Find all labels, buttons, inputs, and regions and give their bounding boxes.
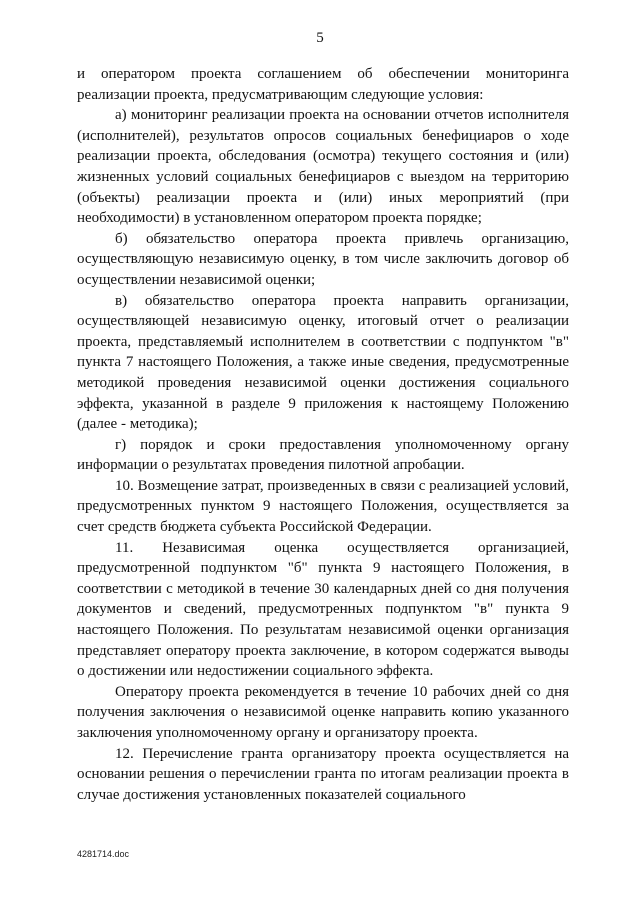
page-number: 5 [316,30,324,46]
paragraph-item-a: а) мониторинг реализации проекта на основании отчетов исполнителя (исполнителей), результатов опросов социальных бенефициаров о ходе реализации проекта, обследования (осмотра) текущего состояния и (или) жизненных условий социальных бенефициаров с выездом на территорию (объекты) реализации проекта и (или) иных мероприятий (при необходимости) в установленном оператором проекта порядке; [77,107,569,227]
paragraph-clause-10: 10. Возмещение затрат, произведенных в связи с реализацией условий, предусмотренных пунктом 9 настоящего Положения, осуществляется за счет средств бюджета субъекта Российской Федерации. [77,477,569,536]
paragraph-item-g: г) порядок и сроки предоставления уполномоченному органу информации о результатах проведения пилотной апробации. [77,436,569,474]
footer-doc-id: 4281714.doc [77,849,130,859]
paragraph-recommendation: Оператору проекта рекомендуется в течение 10 рабочих дней со дня получения заключения о независимой оценке направить копию указанного заключения уполномоченному органу и организатору проекта. [77,683,569,741]
paragraph-clause-11: 11. Независимая оценка осуществляется организацией, предусмотренной подпунктом "б" пункта 9 настоящего Положения, в соответствии с методикой в течение 30 календарных дней со дня получения документов и сведений, предусмотренных подпунктом "в" пункта 9 настоящего Положения. По результатам независимой оценки организация представляет оператору проекта заключение, в котором содержатся выводы о достижении или недостижении социального эффекта. [77,539,569,680]
paragraph-item-b: б) обязательство оператора проекта привлечь организацию, осуществляющую независимую оценку, в том числе заключить договор об осуществлении независимой оценки; [77,230,569,288]
paragraph-clause-12: 12. Перечисление гранта организатору проекта осуществляется на основании решения о перечислении гранта по итогам реализации проекта в случае достижения установленных показателей социального [77,745,569,803]
paragraph: и оператором проекта соглашением об обеспечении мониторинга реализации проекта, предусматривающим следующие условия: [77,66,569,103]
document-body [77,64,569,805]
paragraph-item-v: в) обязательство оператора проекта направить организации, осуществляющей независимую оценку, итоговый отчет о реализации проекта, представляемый исполнителем в соответствии с подпунктом "в" пункта 7 настоящего Положения, а также иные сведения, предусмотренные методикой проведения независимой оценки достижения социального эффекта, указанной в разделе 9 приложения к настоящему Положению (далее - методика); [77,292,569,433]
